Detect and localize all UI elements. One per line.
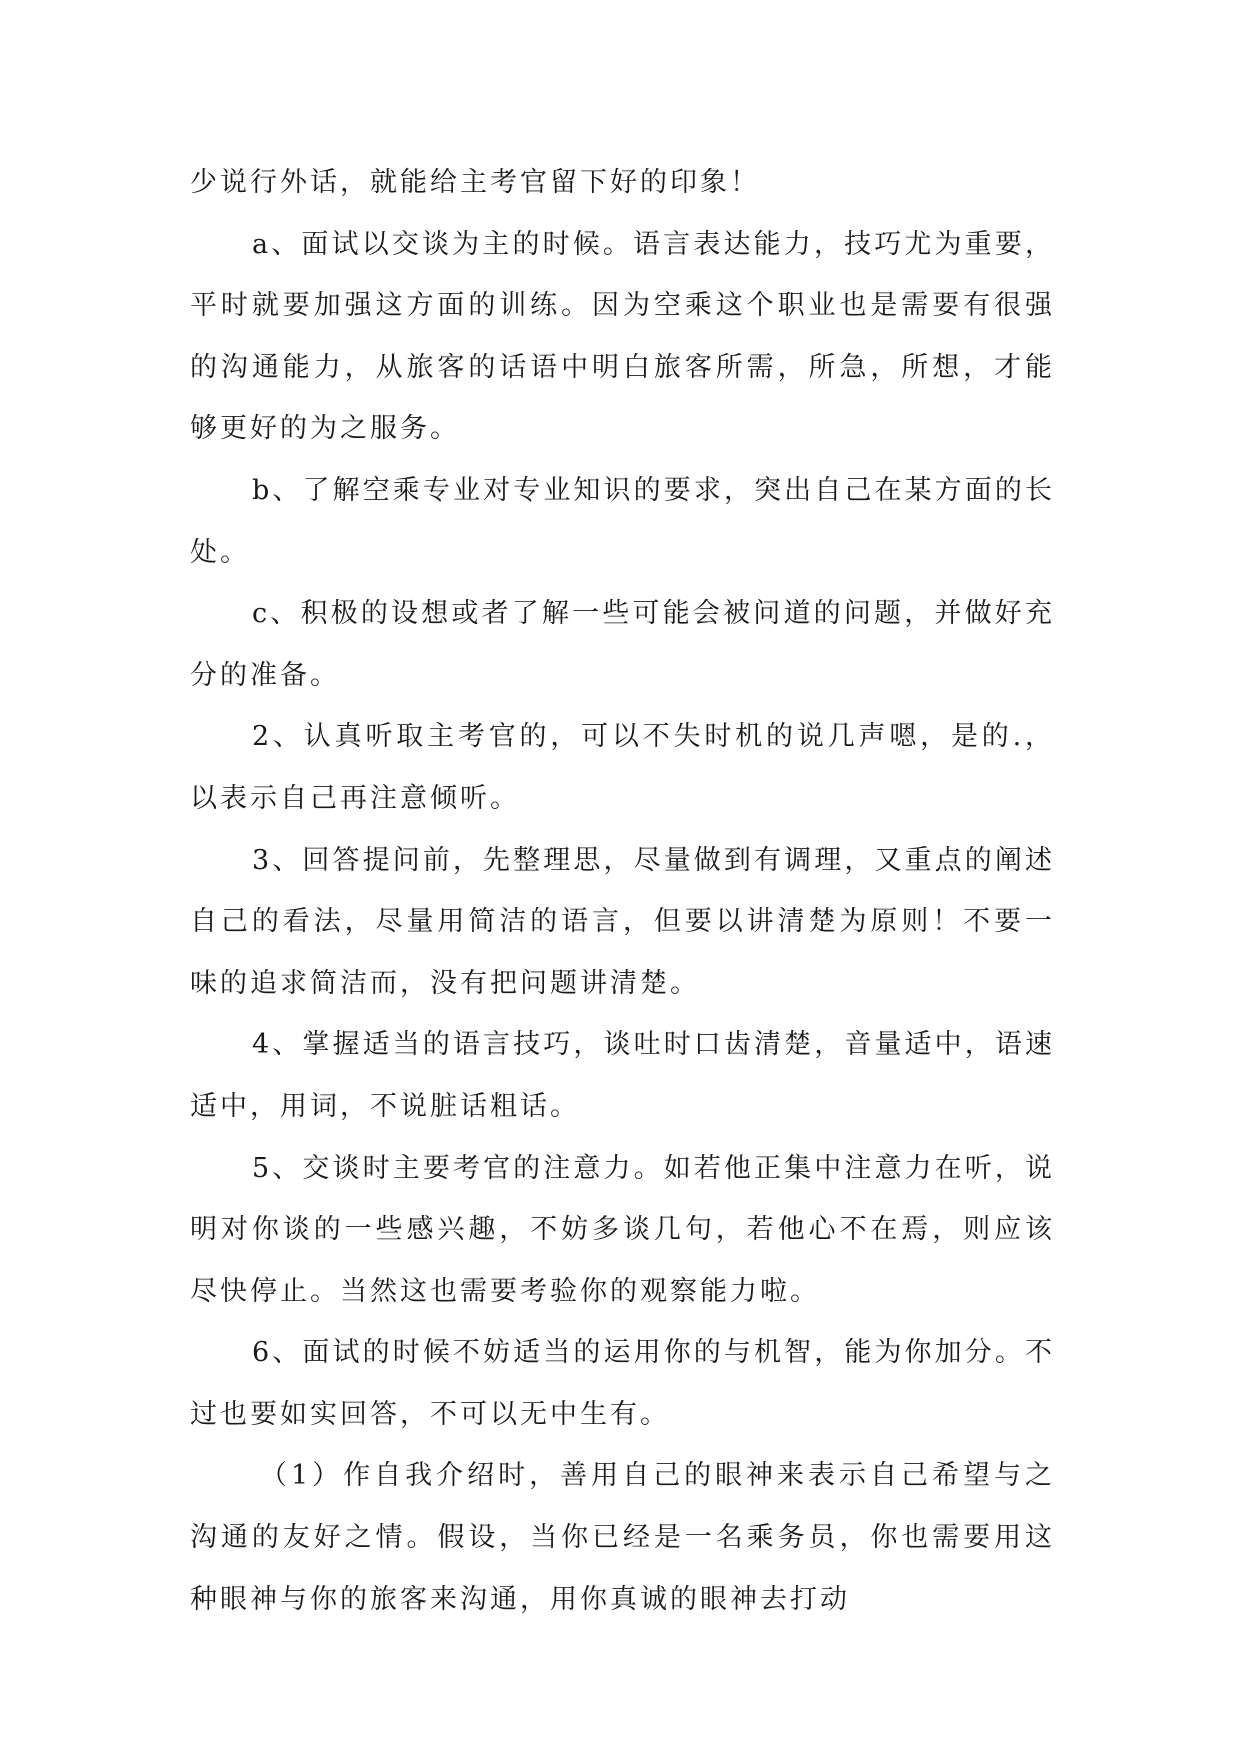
paragraph-continuation: 少说行外话，就能给主考官留下好的印象！ (190, 167, 760, 198)
paragraph-item-5: 5、交谈时主要考官的注意力。如若他正集中注意力在听，说明对你谈的一些感兴趣，不妨多谈几句，若他心不在焉，则应该尽快停止。当然这也需要考验你的观察能力啦。 (190, 1152, 1055, 1307)
paragraph-item-2: 2、认真听取主考官的，可以不失时机的说几声嗯，是的.，以表示自己再注意倾听。 (190, 721, 1055, 814)
paragraph-item-3: 3、回答提问前，先整理思，尽量做到有调理，又重点的阐述自己的看法，尽量用简洁的语言，但要以讲清楚为原则！不要一味的追求简洁而，没有把问题讲清楚。 (190, 844, 1055, 999)
paragraph-item-c: c、积极的设想或者了解一些可能会被问道的问题，并做好充分的准备。 (190, 598, 1055, 691)
paragraph-item-sub-1: （1）作自我介绍时，善用自己的眼神来表示自己希望与之沟通的友好之情。假设，当你已经是一名乘务员，你也需要用这种眼神与你的旅客来沟通，用你真诚的眼神去打动 (190, 1460, 1055, 1615)
paragraph-item-4: 4、掌握适当的语言技巧，谈吐时口齿清楚，音量适中，语速适中，用词，不说脏话粗话。 (190, 1029, 1055, 1122)
paragraph-item-a: a、面试以交谈为主的时候。语言表达能力，技巧尤为重要，平时就要加强这方面的训练。因为空乘这个职业也是需要有很强的沟通能力，从旅客的话语中明白旅客所需，所急，所想，才能够更好的为之服务。 (190, 228, 1055, 445)
document-body (190, 152, 1055, 1630)
paragraph-item-6: 6、面试的时候不妨适当的运用你的与机智，能为你加分。不过也要如实回答，不可以无中生有。 (190, 1337, 1055, 1430)
paragraph-item-b: b、了解空乘专业对专业知识的要求，突出自己在某方面的长处。 (190, 474, 1055, 568)
